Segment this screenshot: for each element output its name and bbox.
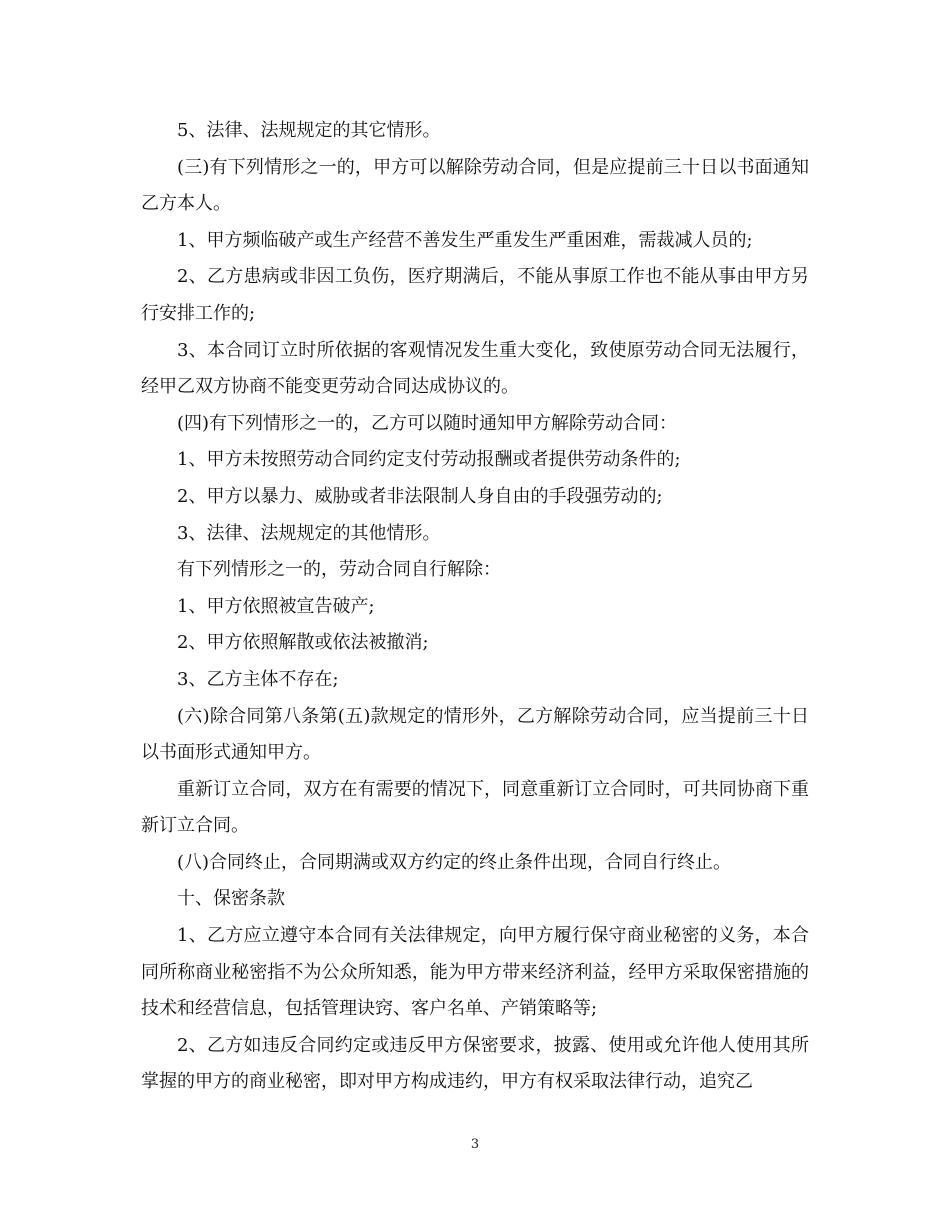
paragraph: 5、法律、法规规定的其它情形。 — [177, 120, 441, 141]
paragraph: 2、乙方患病或非因工负伤，医疗期满后，不能从事原工作也不能从事由甲方另行安排工作的; — [141, 266, 809, 324]
page-number: 3 — [470, 1137, 480, 1152]
paragraph: 1、甲方未按照劳动合同约定支付劳动报酬或者提供劳动条件的; — [177, 449, 681, 471]
paragraph: (六)除合同第八条第(五)款规定的情形外，乙方解除劳动合同，应当提前三十日以书面形式通知甲方。 — [141, 705, 809, 764]
paragraph: 1、甲方频临破产或生产经营不善发生严重发生严重困难，需裁减人员的; — [177, 229, 753, 251]
paragraph: 3、乙方主体不存在; — [177, 668, 339, 690]
paragraph: (八)合同终止，合同期满或双方约定的终止条件出现，合同自行终止。 — [177, 851, 732, 873]
paragraph: 1、乙方应立遵守本合同有关法律规定，向甲方履行保守商业秘密的义务，本合同所称商业秘密指不为公众所知悉，能为甲方带来经济利益，经甲方采取保密措施的技术和经营信息，包括管理诀窍、客户名单、产销策略等; — [141, 925, 809, 1020]
document-body — [141, 113, 809, 1101]
paragraph: 重新订立合同，双方在有需要的情况下，同意重新订立合同时，可共同协商下重新订立合同。 — [141, 778, 809, 837]
paragraph: 3、本合同订立时所依据的客观情况发生重大变化，致使原劳动合同无法履行，经甲乙双方协商不能变更劳动合同达成协议的。 — [141, 339, 809, 398]
paragraph: 有下列情形之一的，劳动合同自行解除： — [177, 559, 501, 581]
paragraph: (三)有下列情形之一的，甲方可以解除劳动合同，但是应提前三十日以书面通知乙方本人。 — [141, 156, 809, 215]
paragraph: 2、甲方以暴力、威胁或者非法限制人身自由的手段强劳动的; — [177, 485, 663, 507]
paragraph: 1、甲方依照被宣告破产; — [177, 595, 375, 617]
paragraph: 2、乙方如违反合同约定或违反甲方保密要求，披露、使用或允许他人使用其所掌握的甲方的商业秘密，即对甲方构成违约，甲方有权采取法律行动，追究乙 — [141, 1034, 809, 1093]
paragraph: (四)有下列情形之一的，乙方可以随时通知甲方解除劳动合同： — [177, 412, 678, 434]
section-heading: 十、保密条款 — [177, 888, 285, 910]
paragraph: 2、甲方依照解散或依法被撤消; — [177, 632, 429, 654]
paragraph: 3、法律、法规规定的其他情形。 — [177, 522, 441, 544]
